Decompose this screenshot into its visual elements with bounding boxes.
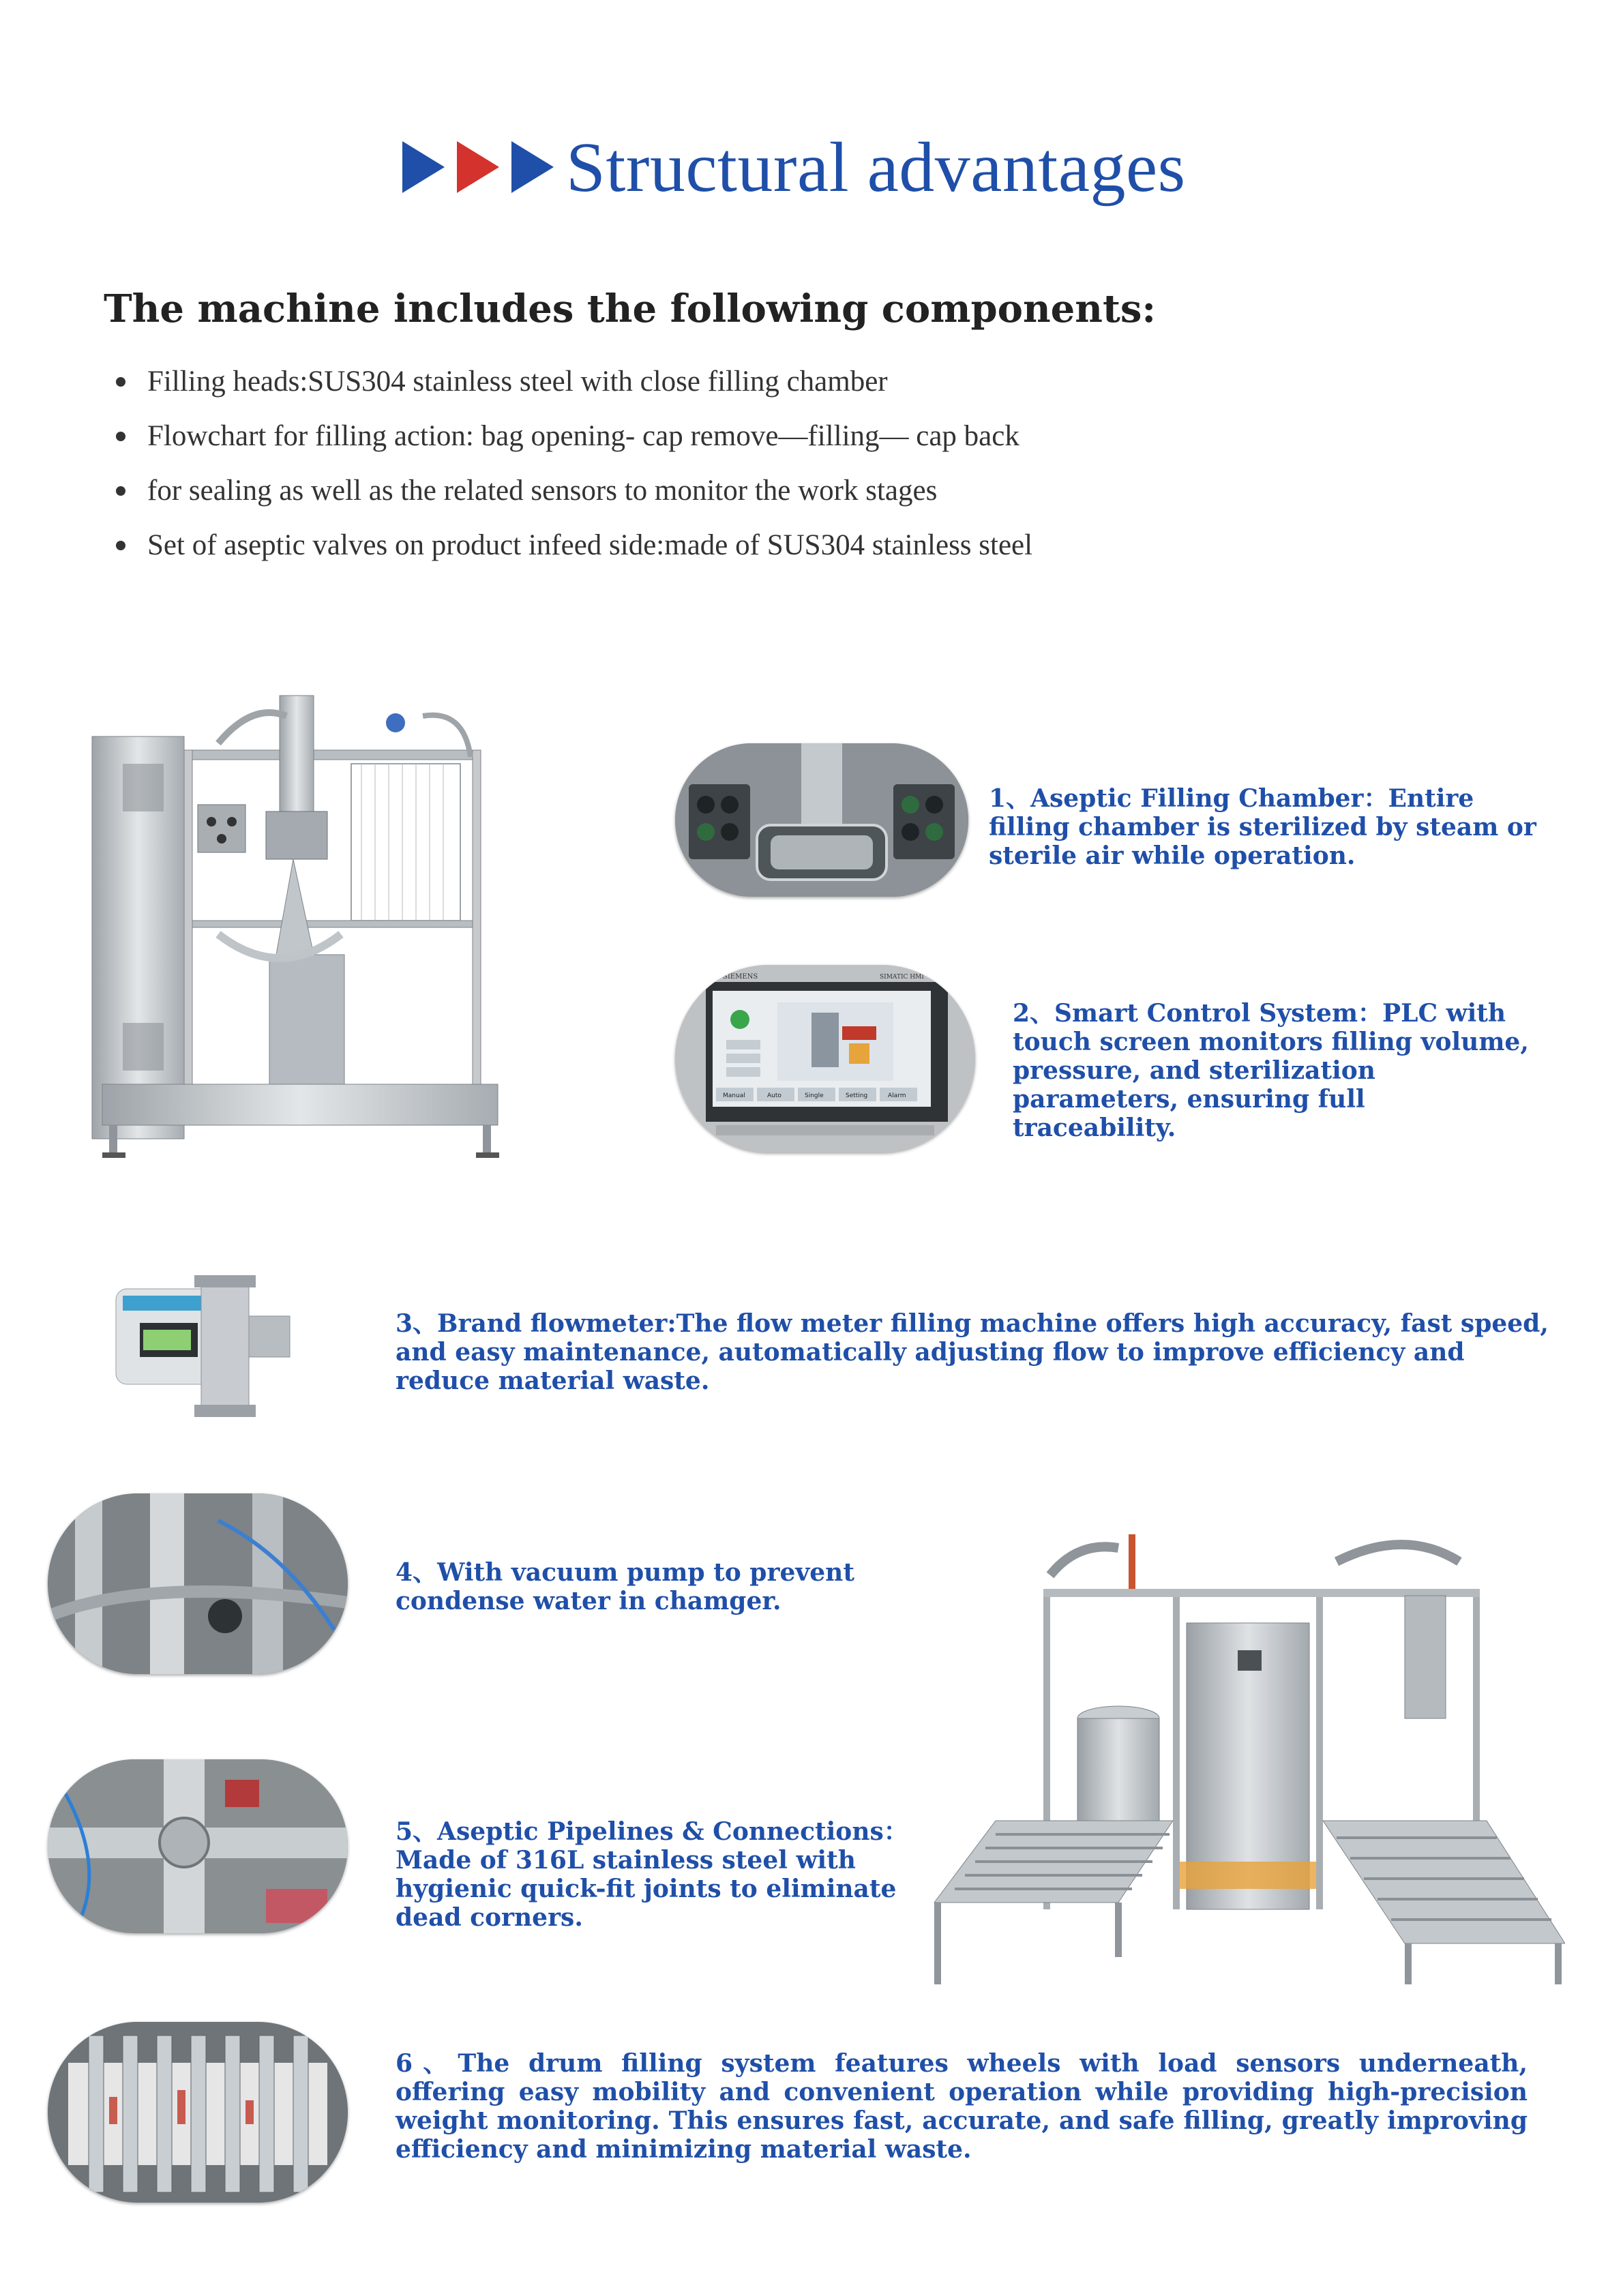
- feature-text-3: 3、Brand flowmeter:The flow meter filling machine offers high accuracy, fast speed, and easy maintenance, automatically adjusting flow to improve efficiency and reduce material waste.: [396, 1309, 1549, 1395]
- feature-text-1: 1、Aseptic Filling Chamber：Entire filling chamber is sterilized by steam or sterile air while operation.: [989, 784, 1536, 870]
- hmi-button-setting: Setting: [846, 1092, 868, 1099]
- hmi-button-auto: Auto: [767, 1092, 781, 1099]
- component-list: [116, 355, 1032, 573]
- hmi-button-single: Single: [805, 1092, 824, 1099]
- list-item-text: Filling heads:SUS304 stainless steel with close filling chamber: [147, 366, 888, 398]
- section-heading: The machine includes the following components:: [104, 286, 1157, 331]
- feature-text-4: 4、With vacuum pump to prevent condense water in chamger.: [396, 1558, 854, 1615]
- feature-image-hmi: [675, 965, 975, 1152]
- feature-image-flowmeter: [82, 1255, 341, 1425]
- feature-image-vacuum-pump: [48, 1493, 348, 1674]
- page-title: Structural advantages: [566, 128, 1186, 207]
- hmi-button-manual: Manual: [723, 1092, 745, 1099]
- drum-filling-machine-image: [927, 1521, 1565, 1991]
- list-item-text: for sealing as well as the related sensors to monitor the work stages: [147, 475, 938, 507]
- feature-text-2: 2、Smart Control System：PLC with touch screen monitors filling volume, pressure, and sterilization parameters, ensuring full traceability.: [1013, 999, 1529, 1142]
- feature-image-load-sensor-wheels: [48, 2022, 348, 2203]
- list-item-text: Flowchart for filling action: bag opening- cap remove—filling— cap back: [147, 420, 1019, 452]
- list-item: [116, 409, 1032, 464]
- hmi-model: SIMATIC HMI: [880, 974, 924, 981]
- feature-text-5: 5、Aseptic Pipelines & Connections：Made of 316L stainless steel with hygienic quick-fit joints to eliminate dead corners.: [396, 1817, 908, 1932]
- feature-image-filling-chamber: [675, 743, 968, 897]
- list-item: [116, 355, 1032, 409]
- bullet-icon: [116, 541, 125, 550]
- bullet-icon: [116, 377, 125, 387]
- machine-image: [82, 675, 518, 1180]
- hmi-button-alarm: Alarm: [888, 1092, 906, 1099]
- arrow-right-icon: [511, 141, 554, 193]
- arrow-right-icon: [402, 141, 445, 193]
- feature-text-6: 6、The drum filling system features wheels with load sensors underneath, offering easy mobility and convenient operation while providing high-precision weight monitoring. This ensures fast, accurate, and safe filling, greatly improving efficiency and minimizing material waste.: [396, 2049, 1528, 2164]
- feature-image-pipelines: [48, 1759, 348, 1933]
- arrow-right-icon: [457, 141, 499, 193]
- bullet-icon: [116, 486, 125, 496]
- list-item: [116, 518, 1032, 573]
- list-item-text: Set of aseptic valves on product infeed side:made of SUS304 stainless steel: [147, 529, 1033, 561]
- page-header: [402, 123, 1186, 211]
- bullet-icon: [116, 432, 125, 441]
- list-item: [116, 464, 1032, 518]
- hmi-brand: SIEMENS: [723, 973, 758, 981]
